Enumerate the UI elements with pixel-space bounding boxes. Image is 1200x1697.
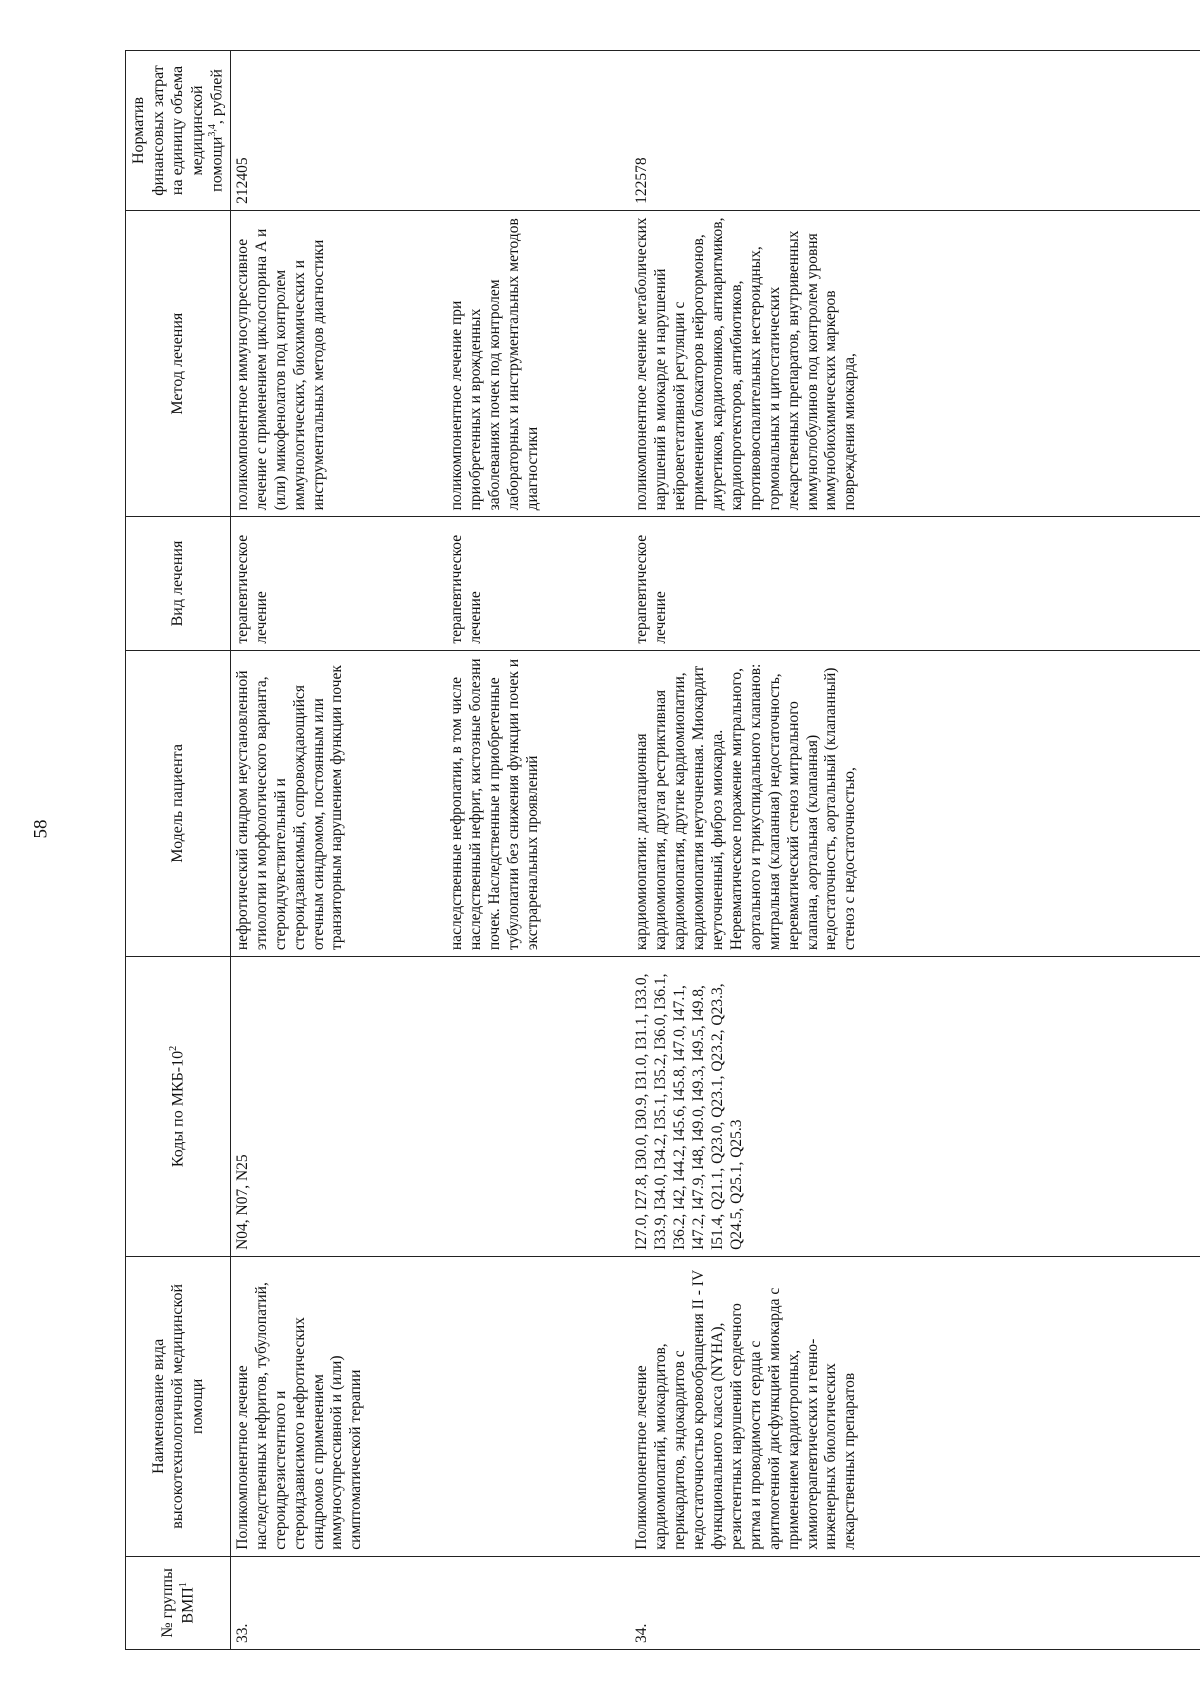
header-treatment-method: Метод лечения <box>126 210 231 516</box>
group-number: 34. <box>630 1556 1200 1649</box>
header-treatment-kind: Вид лечения <box>126 517 231 650</box>
table-row <box>630 51 1200 1650</box>
treatment-kind: терапевтическое лечение <box>445 517 630 650</box>
vmp-table <box>125 50 1200 1650</box>
table-row <box>445 51 630 1650</box>
page-number: 58 <box>30 819 52 839</box>
treatment-kind: терапевтическое лечение <box>630 517 1200 650</box>
patient-model: нефротический синдром неустановленной этиологии и морфологического варианта, стероидчувствительный и стероидзависимый, сопровождающийся отечным синдромом, постоянным или транзиторным нарушением функции почек <box>230 650 445 956</box>
cost-norm: 212405 <box>230 51 445 211</box>
treatment-kind: терапевтическое лечение <box>230 517 445 650</box>
rotated-table-container <box>125 65 1200 1650</box>
icd-codes <box>445 957 630 1257</box>
icd-codes: N04, N07, N25 <box>230 957 445 1257</box>
cost-norm <box>445 51 630 211</box>
vmp-name <box>445 1256 630 1556</box>
table-row <box>230 51 445 1650</box>
group-number: 33. <box>230 1556 445 1649</box>
table-header-row <box>126 51 231 1650</box>
header-group-number: № группы ВМП$^1$ <box>126 1556 231 1649</box>
icd-codes: I27.0, I27.8, I30.0, I30.9, I31.0, I31.1, I33.0, I33.9, I34.0, I34.2, I35.1, I35.2, I36.0, I36.1, I36.2, I42, I44.2, I45.6, I45.8, I47.0, I47.1, I47.2, I47.9, I48, I49.0, I49.3, I49.5, I49.8, I51.4, Q21.1, Q23.0, Q23.1, Q23.2, Q23.3, Q24.5, Q25.1, Q25.3 <box>630 957 1200 1257</box>
patient-model: кардиомиопатии: дилатационная кардиомиопатия, другая рестриктивная кардиомиопатия, другие кардиомиопатии, кардиомиопатия неуточненная. Миокардит неуточненный, фиброз миокарда. Неревматическое поражение митрального, аортального и трикуспидального клапанов: митральная (клапанная) недостаточность, неревматический стеноз митрального клапана, аортальная (клапанная) недостаточность, аортальный (клапанный) стеноз с недостаточностью, <box>630 650 1200 956</box>
vmp-name: Поликомпонентное лечение наследственных нефритов, тубулопатий, стероидрезистентного и стероидзависимого нефротических синдромов с применением иммуносупрессивной и (или) симптоматической терапии <box>230 1256 445 1556</box>
treatment-method: поликомпонентное лечение при приобретенных и врожденных заболеваниях почек под контролем лабораторных и инструментальных методов диагностики <box>445 210 630 516</box>
header-vmp-name: Наименование вида высокотехнологичной медицинской помощи <box>126 1256 231 1556</box>
header-patient-model: Модель пациента <box>126 650 231 956</box>
treatment-method: поликомпонентное иммуносупрессивное лечение с применением циклоспорина А и (или) микофенолатов под контролем иммунологических, биохимических и инструментальных методов диагностики <box>230 210 445 516</box>
patient-model: наследственные нефропатии, в том числе наследственный нефрит, кистозные болезни почек. Наследственные и приобретенные тубулопатии без снижения функции почек и экстраренальных проявлений <box>445 650 630 956</box>
header-icd-codes: Коды по МКБ-$10^2$ <box>126 957 231 1257</box>
vmp-name: Поликомпонентное лечение кардиомиопатий, миокардитов, перикардитов, эндокардитов с недостаточностью кровообращения II - IV функционального класса (NYHA), резистентных нарушений сердечного ритма и проводимости сердца с аритмогенной дисфункцией миокарда с применением кардиотропных, химиотерапевтических и генно-инженерных биологических лекарственных препаратов <box>630 1256 1200 1556</box>
header-cost-norm: Норматив финансовых затрат на единицу объема медицинской помощи$^{3,4}$, рублей <box>126 51 231 211</box>
treatment-method: поликомпонентное лечение метаболических нарушений в миокарде и нарушений нейровегетативной регуляции с применением блокаторов нейрогормонов, диуретиков, кардиотоников, антиаритмиков, кардиопротекторов, антибиотиков, противовоспалительных нестероидных, гормональных и цитостатических лекарственных препаратов, внутривенных иммуноглобулинов под контролем уровня иммунобиохимических маркеров повреждения миокарда, <box>630 210 1200 516</box>
group-number <box>445 1556 630 1649</box>
cost-norm: 122578 <box>630 51 1200 211</box>
